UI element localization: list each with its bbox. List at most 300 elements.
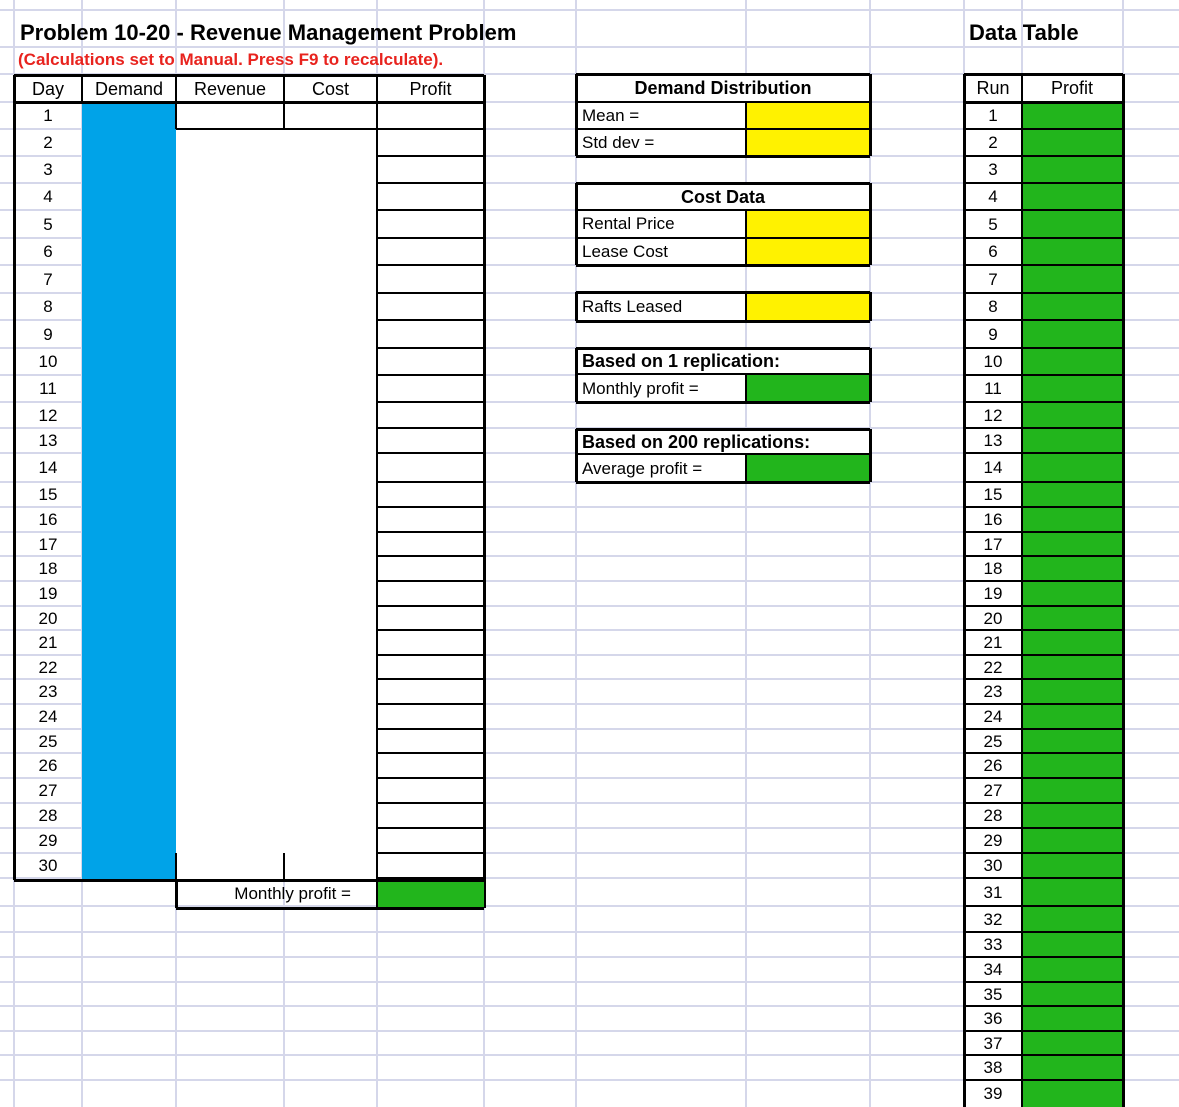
run-row-border (964, 629, 1022, 631)
profit-cell[interactable] (377, 404, 484, 427)
cost-cell[interactable] (284, 855, 377, 877)
run-row-border (964, 605, 1022, 607)
day-number: 20 (38, 608, 58, 628)
run-number: 6 (988, 242, 998, 261)
run-number: 27 (983, 781, 1003, 800)
cost-cell[interactable] (284, 706, 377, 728)
data-profit-row-border (1022, 752, 1123, 754)
profit-row-border (377, 728, 484, 730)
day-number: 1 (43, 106, 53, 125)
run-row-border (964, 703, 1022, 705)
cost-cell[interactable] (284, 104, 377, 128)
profit-cell[interactable] (377, 755, 484, 777)
rafts-leased-border (576, 320, 870, 323)
std-dev-input[interactable] (746, 130, 870, 155)
one-replication-divider (576, 373, 870, 375)
day-number: 9 (43, 324, 53, 344)
run-number: 2 (988, 133, 998, 152)
profit-row-border (377, 629, 484, 631)
revenue-cell[interactable] (176, 295, 284, 319)
row1-separator (175, 102, 177, 129)
revenue-cell[interactable] (176, 322, 284, 347)
run-row-border (964, 777, 1022, 779)
data-table-header-border (964, 101, 1123, 104)
run-row-border (964, 481, 1022, 483)
revenue-cell[interactable] (176, 131, 284, 155)
monthly-profit-label: Monthly profit = (234, 884, 351, 903)
run-number: 20 (983, 608, 1003, 628)
run-number: 1 (988, 106, 998, 125)
header-profit: Profit (409, 78, 452, 99)
cost-cell[interactable] (284, 295, 377, 319)
monthly-profit-value[interactable] (377, 882, 484, 907)
gridline-vertical (869, 0, 871, 1107)
profit-cell[interactable] (377, 509, 484, 531)
two-hundred-replications-value[interactable] (746, 455, 870, 481)
one-replication-border (576, 401, 870, 404)
table-border-left (13, 75, 16, 880)
rafts-leased-border (576, 291, 870, 294)
data-profit-row-border (1022, 1005, 1123, 1007)
cost-data-border (576, 264, 870, 267)
header-run: Run (976, 78, 1010, 98)
profit-row-border (377, 752, 484, 754)
cost-cell[interactable] (284, 377, 377, 401)
profit-row-border (377, 703, 484, 705)
cost-cell[interactable] (284, 131, 377, 155)
cost-data-border (869, 183, 872, 265)
revenue-cell[interactable] (176, 534, 284, 555)
profit-cell[interactable] (377, 805, 484, 827)
run-number: 21 (983, 633, 1003, 652)
revenue-cell[interactable] (176, 377, 284, 401)
profit-cell[interactable] (377, 681, 484, 703)
run-row-border (964, 931, 1022, 933)
rental-price-label: Rental Price (582, 214, 675, 234)
demand-distribution-border (576, 155, 870, 158)
profit-cell[interactable] (377, 295, 484, 319)
gridline-vertical (745, 0, 747, 1107)
revenue-cell[interactable] (176, 583, 284, 605)
one-replication-title: Based on 1 replication: (582, 351, 781, 371)
run-row-border (964, 827, 1022, 829)
profit-cell[interactable] (377, 534, 484, 555)
data-profit-row-border (1022, 237, 1123, 239)
day-number: 26 (38, 756, 58, 775)
day-number: 7 (43, 269, 53, 289)
profit-cell[interactable] (377, 377, 484, 401)
cost-cell[interactable] (284, 322, 377, 347)
demand-distribution-border (576, 73, 870, 76)
day-number: 18 (38, 559, 58, 578)
data-profit-row-border (1022, 374, 1123, 376)
run-number: 37 (983, 1033, 1003, 1053)
run-number: 31 (983, 882, 1003, 902)
cost-cell[interactable] (284, 657, 377, 678)
header-data-profit: Profit (1050, 78, 1093, 98)
run-row-border (964, 506, 1022, 508)
run-number: 11 (984, 379, 1002, 398)
cost-cell[interactable] (284, 830, 377, 852)
run-row-border (964, 319, 1022, 321)
day-number: 30 (38, 856, 58, 875)
profit-cell[interactable] (377, 240, 484, 264)
day-number: 8 (43, 297, 53, 316)
cost-cell[interactable] (284, 583, 377, 605)
run-row-border (964, 752, 1022, 754)
run-number: 8 (988, 297, 998, 316)
run-number: 17 (983, 534, 1003, 554)
data-profit-row-border (1022, 802, 1123, 804)
data-profit-row-border (1022, 209, 1123, 211)
profit-row-border (377, 452, 484, 454)
run-number: 23 (983, 682, 1003, 701)
profit-cell[interactable] (377, 731, 484, 752)
profit-row-border (377, 374, 484, 376)
run-row-border (964, 292, 1022, 294)
profit-row-border (377, 777, 484, 779)
revenue-cell[interactable] (176, 350, 284, 374)
data-table-title: Data Table (969, 20, 1079, 45)
profit-cell[interactable] (377, 350, 484, 374)
data-profit-row-border (1022, 155, 1123, 157)
profit-row-border (377, 292, 484, 294)
two-hundred-replications-title: Based on 200 replications: (582, 431, 811, 452)
cost-cell[interactable] (284, 267, 377, 292)
revenue-cell[interactable] (176, 104, 284, 128)
cost-cell[interactable] (284, 158, 377, 182)
revenue-cell[interactable] (176, 404, 284, 427)
cost-cell[interactable] (284, 755, 377, 777)
profit-cell[interactable] (377, 322, 484, 347)
day-number: 11 (39, 379, 57, 398)
run-number: 3 (988, 160, 998, 179)
revenue-cell[interactable] (176, 158, 284, 182)
run-row-border (964, 877, 1022, 879)
profit-row-border (377, 852, 484, 854)
data-profit-row-border (1022, 319, 1123, 321)
revenue-cell[interactable] (176, 185, 284, 209)
table-border-right (483, 75, 486, 908)
gridline-horizontal (0, 46, 1179, 48)
data-profit-row-border (1022, 531, 1123, 533)
run-row-border (964, 264, 1022, 266)
revenue-cell[interactable] (176, 558, 284, 580)
profit-row-border (377, 481, 484, 483)
run-row-border (964, 209, 1022, 211)
run-number: 10 (983, 352, 1003, 371)
cost-data-divider (576, 209, 870, 211)
run-row-border (964, 728, 1022, 730)
cost-data-border (576, 182, 870, 185)
cost-data-border (575, 183, 578, 265)
day-number: 5 (43, 214, 53, 234)
run-number: 19 (983, 584, 1003, 603)
data-profit-row-border (1022, 1030, 1123, 1032)
profit-cell[interactable] (377, 455, 484, 481)
row1-separator (283, 102, 285, 129)
data-profit-row-border (1022, 1079, 1123, 1081)
data-table-border-top (964, 73, 1123, 76)
cost-cell[interactable] (284, 430, 377, 452)
profit-cell[interactable] (377, 583, 484, 605)
header-separator (283, 75, 285, 102)
cost-cell[interactable] (284, 185, 377, 209)
demand-distribution-border (869, 74, 872, 156)
cost-cell[interactable] (284, 509, 377, 531)
revenue-cell[interactable] (176, 267, 284, 292)
day-number: 27 (38, 781, 58, 800)
revenue-cell[interactable] (176, 430, 284, 452)
cost-cell[interactable] (284, 805, 377, 827)
demand-distribution-divider (576, 128, 870, 130)
day-number: 24 (38, 707, 58, 726)
day-number: 4 (43, 187, 53, 206)
cost-cell[interactable] (284, 212, 377, 237)
profit-cell[interactable] (377, 830, 484, 852)
data-profit-row-border (1022, 401, 1123, 403)
revenue-cell[interactable] (176, 240, 284, 264)
cost-cell[interactable] (284, 608, 377, 629)
header-demand: Demand (94, 78, 164, 99)
profit-cell[interactable] (377, 558, 484, 580)
run-row-border (964, 1079, 1022, 1081)
run-number: 24 (983, 707, 1003, 726)
data-profit-row-border (1022, 347, 1123, 349)
header-separator (175, 75, 177, 102)
day-number: 3 (43, 160, 53, 179)
profit-cell[interactable] (377, 212, 484, 237)
run-number: 5 (988, 214, 998, 234)
run-number: 29 (983, 831, 1003, 850)
run-number: 14 (983, 458, 1003, 477)
cost-cell[interactable] (284, 240, 377, 264)
profit-row-border (377, 654, 484, 656)
data-profit-row-border (1022, 452, 1123, 454)
data-profit-row-border (1022, 605, 1123, 607)
rafts-leased-label: Rafts Leased (582, 296, 683, 316)
day-number: 2 (43, 133, 53, 152)
rafts-leased-border (575, 292, 578, 321)
header-cost: Cost (311, 78, 349, 99)
revenue-cell[interactable] (176, 805, 284, 827)
profit-cell[interactable] (377, 185, 484, 209)
run-number: 34 (983, 960, 1003, 979)
profit-row-border (377, 802, 484, 804)
profit-row-border (377, 678, 484, 680)
data-table-border-left (963, 74, 966, 1107)
profit-row-border (377, 182, 484, 184)
run-row-border (964, 678, 1022, 680)
profit-cell[interactable] (377, 632, 484, 654)
day-number: 25 (38, 731, 58, 751)
profit-cell[interactable] (377, 267, 484, 292)
cost-cell[interactable] (284, 350, 377, 374)
day-number: 10 (38, 352, 58, 371)
day-number: 16 (38, 510, 58, 529)
day-number: 29 (38, 831, 58, 850)
day-number: 23 (38, 682, 58, 701)
run-row-border (964, 802, 1022, 804)
revenue-cell[interactable] (176, 780, 284, 802)
two-hundred-replications-divider (576, 453, 870, 455)
mean-input[interactable] (746, 103, 870, 128)
day-number: 28 (38, 806, 58, 825)
day-number: 6 (43, 242, 53, 261)
monthly-profit-border (176, 907, 484, 910)
lease-cost-input[interactable] (746, 239, 870, 265)
header-day: Day (31, 78, 64, 99)
profit-row-border (377, 155, 484, 157)
sheet-title: Problem 10-20 - Revenue Management Problem (20, 20, 517, 45)
revenue-cell[interactable] (176, 657, 284, 678)
run-row-border (964, 155, 1022, 157)
profit-cell[interactable] (377, 608, 484, 629)
run-number: 30 (983, 856, 1003, 875)
data-profit-row-border (1022, 877, 1123, 879)
demand-distribution-divider (576, 101, 870, 103)
rafts-leased-divider (745, 292, 747, 321)
two-hundred-replications-border (576, 428, 870, 431)
cost-cell[interactable] (284, 484, 377, 506)
data-profit-row-border (1022, 580, 1123, 582)
revenue-cell[interactable] (176, 608, 284, 629)
profit-cell[interactable] (377, 706, 484, 728)
rafts-leased-border (869, 292, 872, 321)
revenue-cell[interactable] (176, 212, 284, 237)
profit-cell[interactable] (377, 158, 484, 182)
data-profit-row-border (1022, 506, 1123, 508)
demand-distribution-border (575, 74, 578, 156)
data-profit-row-border (1022, 905, 1123, 907)
profit-cell[interactable] (377, 484, 484, 506)
profit-cell[interactable] (377, 657, 484, 678)
profit-cell[interactable] (377, 780, 484, 802)
revenue-cell[interactable] (176, 731, 284, 752)
data-table-border-right (1122, 74, 1125, 1107)
run-number: 26 (983, 756, 1003, 775)
data-table-divider (1021, 74, 1023, 1107)
data-profit-row-border (1022, 981, 1123, 983)
profit-row-border (377, 555, 484, 557)
cost-cell[interactable] (284, 404, 377, 427)
profit-cell[interactable] (377, 855, 484, 877)
profit-row-border (377, 506, 484, 508)
cost-cell[interactable] (284, 632, 377, 654)
monthly-profit-border (175, 880, 178, 908)
run-row-border (964, 580, 1022, 582)
run-number: 18 (983, 559, 1003, 578)
revenue-cell[interactable] (176, 681, 284, 703)
revenue-cell[interactable] (176, 855, 284, 877)
cost-cell[interactable] (284, 558, 377, 580)
run-number: 36 (983, 1009, 1003, 1028)
data-profit-row-border (1022, 182, 1123, 184)
run-number: 25 (983, 731, 1003, 751)
cost-cell[interactable] (284, 534, 377, 555)
run-row-border (964, 452, 1022, 454)
data-profit-row-border (1022, 777, 1123, 779)
profit-cell[interactable] (377, 131, 484, 155)
profit-cell[interactable] (377, 430, 484, 452)
cost-cell[interactable] (284, 731, 377, 752)
header-border (14, 101, 484, 104)
rafts-leased-input[interactable] (746, 294, 870, 320)
cost-cell[interactable] (284, 681, 377, 703)
run-number: 12 (983, 405, 1003, 425)
revenue-cell[interactable] (176, 455, 284, 481)
run-number: 4 (988, 187, 998, 206)
run-row-border (964, 1005, 1022, 1007)
manual-calc-note: (Calculations set to Manual. Press F9 to recalculate). (18, 49, 444, 69)
run-number: 15 (983, 485, 1003, 504)
demand-column[interactable] (82, 104, 176, 879)
two-hundred-replications-label: Average profit = (582, 458, 703, 478)
data-profit-row-border (1022, 728, 1123, 730)
lease-cost-label: Lease Cost (582, 241, 668, 261)
one-replication-border (575, 348, 578, 402)
run-row-border (964, 905, 1022, 907)
data-profit-row-border (1022, 292, 1123, 294)
run-row-border (964, 427, 1022, 429)
data-profit-row-border (1022, 852, 1123, 854)
revenue-cell[interactable] (176, 484, 284, 506)
cost-cell[interactable] (284, 780, 377, 802)
revenue-cell[interactable] (176, 509, 284, 531)
cost-cell[interactable] (284, 455, 377, 481)
profit-row-border (377, 827, 484, 829)
two-hundred-replications-border (575, 429, 578, 482)
revenue-cell[interactable] (176, 632, 284, 654)
demand-distribution-title: Demand Distribution (634, 78, 812, 98)
data-profit-row-border (1022, 629, 1123, 631)
one-replication-border (576, 347, 870, 350)
day-number: 14 (38, 458, 58, 477)
revenue-cell[interactable] (176, 706, 284, 728)
run-row-border (964, 128, 1022, 130)
run-row-border (964, 1054, 1022, 1056)
profit-col-border (376, 102, 378, 880)
run-number: 32 (983, 909, 1003, 929)
table-border-top (14, 74, 484, 77)
profit-row-border (377, 605, 484, 607)
profit-row-border (377, 319, 484, 321)
run-row-border (964, 852, 1022, 854)
run-number: 13 (983, 431, 1003, 450)
data-profit-row-border (1022, 703, 1123, 705)
row30-separator (175, 853, 177, 880)
one-replication-border (869, 348, 872, 402)
run-number: 38 (983, 1058, 1003, 1077)
data-profit-row-border (1022, 956, 1123, 958)
run-row-border (964, 981, 1022, 983)
data-profit-row-border (1022, 827, 1123, 829)
profit-row-border (377, 401, 484, 403)
profit-row-border (377, 264, 484, 266)
gridline-horizontal (0, 9, 1179, 11)
data-profit-row-border (1022, 678, 1123, 680)
run-number: 9 (988, 324, 998, 344)
data-profit-row-border (1022, 654, 1123, 656)
rental-price-input[interactable] (746, 211, 870, 237)
cost-data-divider (576, 237, 870, 239)
revenue-cell[interactable] (176, 830, 284, 852)
row1-border (176, 128, 377, 130)
revenue-cell[interactable] (176, 755, 284, 777)
profit-cell[interactable] (377, 104, 484, 128)
data-profit-row-border (1022, 931, 1123, 933)
one-replication-value[interactable] (746, 375, 870, 401)
